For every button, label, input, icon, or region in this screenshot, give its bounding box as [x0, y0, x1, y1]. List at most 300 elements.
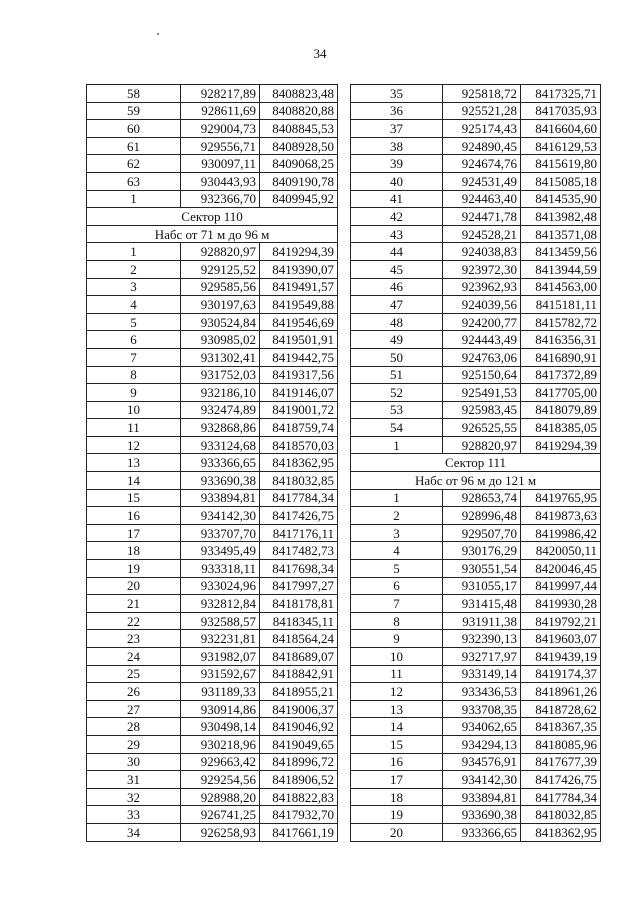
- x-coordinate: 924038,83: [443, 243, 521, 261]
- x-coordinate: 929585,56: [181, 278, 260, 296]
- table-row: [87, 630, 338, 648]
- y-coordinate: 8417784,34: [521, 788, 601, 806]
- point-number: 1: [351, 436, 443, 454]
- x-coordinate: 926741,25: [181, 806, 260, 824]
- point-number: 31: [87, 771, 181, 789]
- x-coordinate: 933366,65: [181, 454, 260, 472]
- x-coordinate: 930443,93: [181, 172, 260, 190]
- table-row: [87, 401, 338, 419]
- y-coordinate: 8419049,65: [260, 735, 338, 753]
- table-row: [351, 102, 601, 120]
- section-heading: Набс от 71 м до 96 м: [87, 225, 338, 243]
- y-coordinate: 8418564,24: [260, 630, 338, 648]
- y-coordinate: 8419294,39: [521, 436, 601, 454]
- table-row: [87, 331, 338, 349]
- point-number: 2: [87, 260, 181, 278]
- point-number: 53: [351, 401, 443, 419]
- x-coordinate: 930551,54: [443, 560, 521, 578]
- table-row: [87, 348, 338, 366]
- y-coordinate: 8418842,91: [260, 665, 338, 683]
- table-row: [351, 260, 601, 278]
- y-coordinate: 8419006,37: [260, 700, 338, 718]
- x-coordinate: 931415,48: [443, 595, 521, 613]
- table-row: [351, 366, 601, 384]
- x-coordinate: 925818,72: [443, 85, 521, 103]
- table-body-right: [351, 85, 601, 842]
- y-coordinate: 8420050,11: [521, 542, 601, 560]
- x-coordinate: 929663,42: [181, 753, 260, 771]
- table-row: [87, 718, 338, 736]
- point-number: 7: [87, 348, 181, 366]
- table-row: [351, 771, 601, 789]
- y-coordinate: 8415181,11: [521, 296, 601, 314]
- table-row: [87, 102, 338, 120]
- y-coordinate: 8416604,60: [521, 120, 601, 138]
- point-number: 10: [87, 401, 181, 419]
- point-number: 13: [351, 700, 443, 718]
- table-row: [87, 384, 338, 402]
- section-heading: Набс от 96 м до 121 м: [351, 472, 601, 490]
- section-heading-row: [351, 472, 601, 490]
- x-coordinate: 932812,84: [181, 595, 260, 613]
- table-row: [351, 384, 601, 402]
- x-coordinate: 931982,07: [181, 648, 260, 666]
- point-number: 9: [351, 630, 443, 648]
- point-number: 8: [351, 612, 443, 630]
- point-number: 59: [87, 102, 181, 120]
- point-number: 12: [351, 683, 443, 701]
- point-number: 45: [351, 260, 443, 278]
- section-heading-row: [351, 454, 601, 472]
- point-number: 46: [351, 278, 443, 296]
- x-coordinate: 931911,38: [443, 612, 521, 630]
- y-coordinate: 8409190,78: [260, 172, 338, 190]
- table-row: [351, 648, 601, 666]
- point-number: 19: [87, 560, 181, 578]
- point-number: 41: [351, 190, 443, 208]
- point-number: 27: [87, 700, 181, 718]
- y-coordinate: 8415782,72: [521, 313, 601, 331]
- table-row: [351, 331, 601, 349]
- y-coordinate: 8409945,92: [260, 190, 338, 208]
- point-number: 14: [87, 472, 181, 490]
- y-coordinate: 8408845,53: [260, 120, 338, 138]
- table-row: [351, 190, 601, 208]
- point-number: 8: [87, 366, 181, 384]
- table-row: [351, 243, 601, 261]
- table-row: [87, 190, 338, 208]
- x-coordinate: 928217,89: [181, 85, 260, 103]
- y-coordinate: 8419317,56: [260, 366, 338, 384]
- y-coordinate: 8418570,03: [260, 436, 338, 454]
- point-number: 13: [87, 454, 181, 472]
- point-number: 22: [87, 612, 181, 630]
- x-coordinate: 933024,96: [181, 577, 260, 595]
- x-coordinate: 928820,97: [181, 243, 260, 261]
- y-coordinate: 8417035,93: [521, 102, 601, 120]
- y-coordinate: 8418178,81: [260, 595, 338, 613]
- point-number: 62: [87, 155, 181, 173]
- x-coordinate: 924674,76: [443, 155, 521, 173]
- x-coordinate: 930176,29: [443, 542, 521, 560]
- y-coordinate: 8419930,28: [521, 595, 601, 613]
- table-row: [351, 683, 601, 701]
- table-row: [87, 788, 338, 806]
- point-number: 15: [351, 735, 443, 753]
- y-coordinate: 8419390,07: [260, 260, 338, 278]
- x-coordinate: 933124,68: [181, 436, 260, 454]
- y-coordinate: 8418961,26: [521, 683, 601, 701]
- table-row: [87, 419, 338, 437]
- table-row: [351, 700, 601, 718]
- x-coordinate: 924763,06: [443, 348, 521, 366]
- point-number: 1: [87, 190, 181, 208]
- table-row: [87, 155, 338, 173]
- table-row: [87, 648, 338, 666]
- x-coordinate: 932366,70: [181, 190, 260, 208]
- x-coordinate: 924443,49: [443, 331, 521, 349]
- x-coordinate: 925150,64: [443, 366, 521, 384]
- table-row: [87, 542, 338, 560]
- table-row: [351, 542, 601, 560]
- y-coordinate: 8419873,63: [521, 507, 601, 525]
- table-row: [87, 278, 338, 296]
- table-row: [351, 208, 601, 226]
- y-coordinate: 8418085,96: [521, 735, 601, 753]
- table-row: [351, 296, 601, 314]
- x-coordinate: 933690,38: [443, 806, 521, 824]
- x-coordinate: 926525,55: [443, 419, 521, 437]
- y-coordinate: 8417698,34: [260, 560, 338, 578]
- x-coordinate: 933894,81: [181, 489, 260, 507]
- table-row: [351, 718, 601, 736]
- x-coordinate: 933894,81: [443, 788, 521, 806]
- x-coordinate: 930197,63: [181, 296, 260, 314]
- y-coordinate: 8418759,74: [260, 419, 338, 437]
- table-row: [87, 507, 338, 525]
- point-number: 17: [87, 524, 181, 542]
- y-coordinate: 8413571,08: [521, 225, 601, 243]
- x-coordinate: 932186,10: [181, 384, 260, 402]
- x-coordinate: 932868,86: [181, 419, 260, 437]
- table-row: [351, 436, 601, 454]
- x-coordinate: 930498,14: [181, 718, 260, 736]
- table-row: [351, 172, 601, 190]
- point-number: 25: [87, 665, 181, 683]
- table-row: [351, 665, 601, 683]
- x-coordinate: 928820,97: [443, 436, 521, 454]
- x-coordinate: 933690,38: [181, 472, 260, 490]
- point-number: 50: [351, 348, 443, 366]
- table-row: [87, 595, 338, 613]
- point-number: 1: [87, 243, 181, 261]
- y-coordinate: 8417325,71: [521, 85, 601, 103]
- y-coordinate: 8417661,19: [260, 823, 338, 841]
- x-coordinate: 928611,69: [181, 102, 260, 120]
- table-row: [351, 577, 601, 595]
- table-row: [87, 700, 338, 718]
- x-coordinate: 930097,11: [181, 155, 260, 173]
- y-coordinate: 8419174,37: [521, 665, 601, 683]
- point-number: 34: [87, 823, 181, 841]
- table-row: [87, 366, 338, 384]
- x-coordinate: 925491,53: [443, 384, 521, 402]
- y-coordinate: 8416890,91: [521, 348, 601, 366]
- y-coordinate: 8419146,07: [260, 384, 338, 402]
- table-row: [351, 753, 601, 771]
- y-coordinate: 8418906,52: [260, 771, 338, 789]
- table-body-left: [87, 85, 338, 842]
- x-coordinate: 925983,45: [443, 401, 521, 419]
- x-coordinate: 929507,70: [443, 524, 521, 542]
- x-coordinate: 924463,40: [443, 190, 521, 208]
- point-number: 15: [87, 489, 181, 507]
- section-heading-row: [87, 208, 338, 226]
- point-number: 14: [351, 718, 443, 736]
- table-row: [351, 489, 601, 507]
- table-row: [87, 683, 338, 701]
- table-row: [351, 313, 601, 331]
- y-coordinate: 8408820,88: [260, 102, 338, 120]
- point-number: 61: [87, 137, 181, 155]
- x-coordinate: 932474,89: [181, 401, 260, 419]
- table-row: [87, 436, 338, 454]
- point-number: 4: [351, 542, 443, 560]
- section-heading: Сектор 110: [87, 208, 338, 226]
- point-number: 24: [87, 648, 181, 666]
- x-coordinate: 934062,65: [443, 718, 521, 736]
- x-coordinate: 930218,96: [181, 735, 260, 753]
- table-row: [87, 296, 338, 314]
- point-number: 37: [351, 120, 443, 138]
- y-coordinate: 8417372,89: [521, 366, 601, 384]
- table-row: [351, 788, 601, 806]
- y-coordinate: 8417677,39: [521, 753, 601, 771]
- point-number: 47: [351, 296, 443, 314]
- point-number: 10: [351, 648, 443, 666]
- y-coordinate: 8419501,91: [260, 331, 338, 349]
- table-row: [351, 595, 601, 613]
- y-coordinate: 8419603,07: [521, 630, 601, 648]
- y-coordinate: 8416129,53: [521, 137, 601, 155]
- x-coordinate: 924471,78: [443, 208, 521, 226]
- y-coordinate: 8413982,48: [521, 208, 601, 226]
- x-coordinate: 933708,35: [443, 700, 521, 718]
- x-coordinate: 930524,84: [181, 313, 260, 331]
- y-coordinate: 8419986,42: [521, 524, 601, 542]
- y-coordinate: 8417426,75: [521, 771, 601, 789]
- point-number: 11: [351, 665, 443, 683]
- table-row: [87, 243, 338, 261]
- table-row: [87, 524, 338, 542]
- point-number: 54: [351, 419, 443, 437]
- point-number: 2: [351, 507, 443, 525]
- y-coordinate: 8417426,75: [260, 507, 338, 525]
- x-coordinate: 931189,33: [181, 683, 260, 701]
- point-number: 9: [87, 384, 181, 402]
- x-coordinate: 933707,70: [181, 524, 260, 542]
- table-row: [351, 401, 601, 419]
- point-number: 33: [87, 806, 181, 824]
- table-row: [351, 278, 601, 296]
- point-number: 18: [87, 542, 181, 560]
- y-coordinate: 8419765,95: [521, 489, 601, 507]
- y-coordinate: 8408823,48: [260, 85, 338, 103]
- table-row: [87, 472, 338, 490]
- x-coordinate: 924528,21: [443, 225, 521, 243]
- x-coordinate: 929556,71: [181, 137, 260, 155]
- point-number: 58: [87, 85, 181, 103]
- y-coordinate: 8418079,89: [521, 401, 601, 419]
- point-number: 63: [87, 172, 181, 190]
- x-coordinate: 933149,14: [443, 665, 521, 683]
- x-coordinate: 933318,11: [181, 560, 260, 578]
- table-row: [87, 313, 338, 331]
- table-row: [351, 85, 601, 103]
- table-row: [87, 137, 338, 155]
- x-coordinate: 931055,17: [443, 577, 521, 595]
- point-number: 16: [351, 753, 443, 771]
- point-number: 35: [351, 85, 443, 103]
- table-row: [351, 348, 601, 366]
- y-coordinate: 8419294,39: [260, 243, 338, 261]
- x-coordinate: 923962,93: [443, 278, 521, 296]
- point-number: 3: [87, 278, 181, 296]
- x-coordinate: 923972,30: [443, 260, 521, 278]
- table-row: [351, 507, 601, 525]
- y-coordinate: 8418955,21: [260, 683, 338, 701]
- y-coordinate: 8418032,85: [521, 806, 601, 824]
- point-number: 20: [351, 823, 443, 841]
- point-number: 18: [351, 788, 443, 806]
- y-coordinate: 8415085,18: [521, 172, 601, 190]
- table-row: [87, 665, 338, 683]
- y-coordinate: 8418362,95: [260, 454, 338, 472]
- table-row: [351, 630, 601, 648]
- y-coordinate: 8418728,62: [521, 700, 601, 718]
- point-number: 36: [351, 102, 443, 120]
- coordinates-table-left: [86, 84, 337, 842]
- table-row: [87, 489, 338, 507]
- point-number: 40: [351, 172, 443, 190]
- point-number: 44: [351, 243, 443, 261]
- x-coordinate: 929125,52: [181, 260, 260, 278]
- x-coordinate: 932390,13: [443, 630, 521, 648]
- y-coordinate: 8419546,69: [260, 313, 338, 331]
- table-row: [87, 612, 338, 630]
- point-number: 7: [351, 595, 443, 613]
- x-coordinate: 929004,73: [181, 120, 260, 138]
- y-coordinate: 8419549,88: [260, 296, 338, 314]
- table-row: [87, 172, 338, 190]
- x-coordinate: 931592,67: [181, 665, 260, 683]
- y-coordinate: 8417705,00: [521, 384, 601, 402]
- point-number: 11: [87, 419, 181, 437]
- x-coordinate: 932231,81: [181, 630, 260, 648]
- point-number: 4: [87, 296, 181, 314]
- y-coordinate: 8413459,56: [521, 243, 601, 261]
- x-coordinate: 934142,30: [181, 507, 260, 525]
- table-row: [351, 137, 601, 155]
- x-coordinate: 925521,28: [443, 102, 521, 120]
- table-row: [351, 823, 601, 841]
- point-number: 48: [351, 313, 443, 331]
- x-coordinate: 925174,43: [443, 120, 521, 138]
- point-number: 38: [351, 137, 443, 155]
- point-number: 30: [87, 753, 181, 771]
- y-coordinate: 8418362,95: [521, 823, 601, 841]
- table-row: [351, 560, 601, 578]
- table-row: [351, 419, 601, 437]
- y-coordinate: 8419491,57: [260, 278, 338, 296]
- x-coordinate: 933436,53: [443, 683, 521, 701]
- y-coordinate: 8419046,92: [260, 718, 338, 736]
- point-number: 1: [351, 489, 443, 507]
- table-row: [351, 612, 601, 630]
- page-number: 34: [313, 46, 327, 61]
- table-row: [87, 753, 338, 771]
- point-number: 29: [87, 735, 181, 753]
- table-row: [87, 120, 338, 138]
- x-coordinate: 928988,20: [181, 788, 260, 806]
- y-coordinate: 8408928,50: [260, 137, 338, 155]
- y-coordinate: 8418822,83: [260, 788, 338, 806]
- y-coordinate: 8413944,59: [521, 260, 601, 278]
- point-number: 39: [351, 155, 443, 173]
- table-row: [351, 155, 601, 173]
- section-heading-row: [87, 225, 338, 243]
- table-row: [87, 560, 338, 578]
- point-number: 32: [87, 788, 181, 806]
- y-coordinate: 8417997,27: [260, 577, 338, 595]
- x-coordinate: 932588,57: [181, 612, 260, 630]
- scan-speck: [157, 33, 159, 35]
- point-number: 26: [87, 683, 181, 701]
- y-coordinate: 8419439,19: [521, 648, 601, 666]
- point-number: 20: [87, 577, 181, 595]
- y-coordinate: 8419997,44: [521, 577, 601, 595]
- y-coordinate: 8418345,11: [260, 612, 338, 630]
- x-coordinate: 926258,93: [181, 823, 260, 841]
- y-coordinate: 8418032,85: [260, 472, 338, 490]
- point-number: 42: [351, 208, 443, 226]
- x-coordinate: 924890,45: [443, 137, 521, 155]
- y-coordinate: 8416356,31: [521, 331, 601, 349]
- table-row: [87, 771, 338, 789]
- point-number: 52: [351, 384, 443, 402]
- x-coordinate: 934142,30: [443, 771, 521, 789]
- point-number: 19: [351, 806, 443, 824]
- table-row: [87, 85, 338, 103]
- x-coordinate: 930914,86: [181, 700, 260, 718]
- y-coordinate: 8418996,72: [260, 753, 338, 771]
- point-number: 16: [87, 507, 181, 525]
- x-coordinate: 933495,49: [181, 542, 260, 560]
- x-coordinate: 934294,13: [443, 735, 521, 753]
- x-coordinate: 924039,56: [443, 296, 521, 314]
- table-row: [87, 260, 338, 278]
- point-number: 12: [87, 436, 181, 454]
- point-number: 23: [87, 630, 181, 648]
- x-coordinate: 924531,49: [443, 172, 521, 190]
- table-row: [351, 735, 601, 753]
- point-number: 60: [87, 120, 181, 138]
- point-number: 5: [351, 560, 443, 578]
- x-coordinate: 934576,91: [443, 753, 521, 771]
- point-number: 51: [351, 366, 443, 384]
- y-coordinate: 8417482,73: [260, 542, 338, 560]
- point-number: 5: [87, 313, 181, 331]
